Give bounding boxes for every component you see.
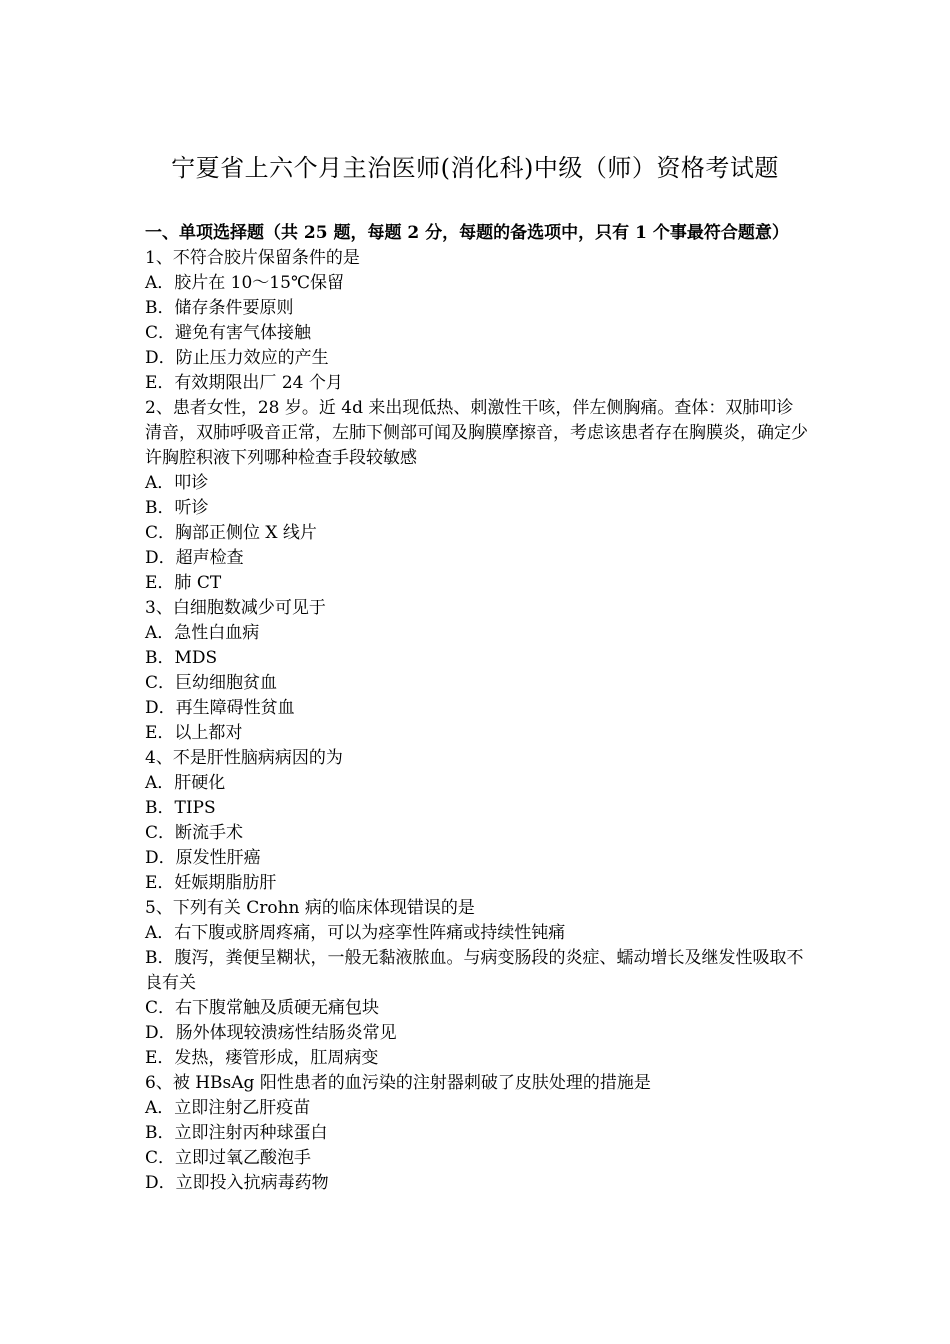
question-stem: 4、不是肝性脑病病因的为 <box>145 748 343 768</box>
option-e: E．有效期限出厂 24 个月 <box>145 373 343 393</box>
option-d: D．防止压力效应的产生 <box>145 348 329 368</box>
option-d: D．立即投入抗病毒药物 <box>145 1173 329 1193</box>
option-c: C．巨幼细胞贫血 <box>145 673 278 693</box>
option-e: E．肺 CT <box>145 573 222 593</box>
option-d: D．超声检查 <box>145 548 244 568</box>
option-b: B．储存条件要原则 <box>145 298 294 318</box>
option-a: A．立即注射乙肝疫苗 <box>145 1098 311 1118</box>
section-header: 一、单项选择题（共 25 题，每题 2 分，每题的备选项中，只有 1 个事最符合题意） <box>145 223 789 243</box>
question-6 <box>145 1071 810 1196</box>
option-b: B．TIPS <box>145 798 216 818</box>
question-stem: 6、被 HBsAg 阳性患者的血污染的注射器刺破了皮肤处理的措施是 <box>145 1073 651 1093</box>
question-stem: 2、患者女性，28 岁。近 4d 来出现低热、刺激性干咳，伴左侧胸痛。查体：双肺叩诊清音，双肺呼吸音正常，左肺下侧部可闻及胸膜摩擦音，考虑该患者存在胸膜炎，确定少许胸腔积液下列哪种检查手段较敏感 <box>145 398 808 468</box>
document-title: 宁夏省上六个月主治医师(消化科)中级（师）资格考试题 <box>171 154 779 182</box>
option-d: D．再生障碍性贫血 <box>145 698 295 718</box>
option-a: A．胶片在 10～15℃保留 <box>145 273 344 293</box>
option-d: D．肠外体现较溃疡性结肠炎常见 <box>145 1023 397 1043</box>
option-a: A．急性白血病 <box>145 623 260 643</box>
option-c: C．胸部正侧位 X 线片 <box>145 523 317 543</box>
option-d: D．原发性肝癌 <box>145 848 261 868</box>
question-stem: 5、下列有关 Crohn 病的临床体现错误的是 <box>145 898 475 918</box>
option-c: C．右下腹常触及质硬无痛包块 <box>145 998 380 1018</box>
option-b: B．腹泻，粪便呈糊状，一般无黏液脓血。与病变肠段的炎症、蠕动增长及继发性吸取不良有关 <box>145 948 804 993</box>
option-a: A．右下腹或脐周疼痛，可以为痉挛性阵痛或持续性钝痛 <box>145 923 566 943</box>
option-e: E．发热，瘘管形成，肛周病变 <box>145 1048 379 1068</box>
question-stem: 3、白细胞数减少可见于 <box>145 598 326 618</box>
option-b: B．听诊 <box>145 498 209 518</box>
option-b: B．MDS <box>145 648 218 668</box>
option-c: C．避免有害气体接触 <box>145 323 312 343</box>
question-stem: 1、不符合胶片保留条件的是 <box>145 248 360 268</box>
question-5 <box>145 896 810 1071</box>
question-1 <box>145 246 810 396</box>
question-4 <box>145 746 810 896</box>
option-a: A．肝硬化 <box>145 773 226 793</box>
option-e: E．妊娠期脂肪肝 <box>145 873 277 893</box>
option-e: E．以上都对 <box>145 723 243 743</box>
document-body <box>145 221 810 1196</box>
question-3 <box>145 596 810 746</box>
option-a: A．叩诊 <box>145 473 209 493</box>
option-b: B．立即注射丙种球蛋白 <box>145 1123 328 1143</box>
option-c: C．立即过氧乙酸泡手 <box>145 1148 312 1168</box>
question-2 <box>145 396 810 596</box>
option-c: C．断流手术 <box>145 823 244 843</box>
